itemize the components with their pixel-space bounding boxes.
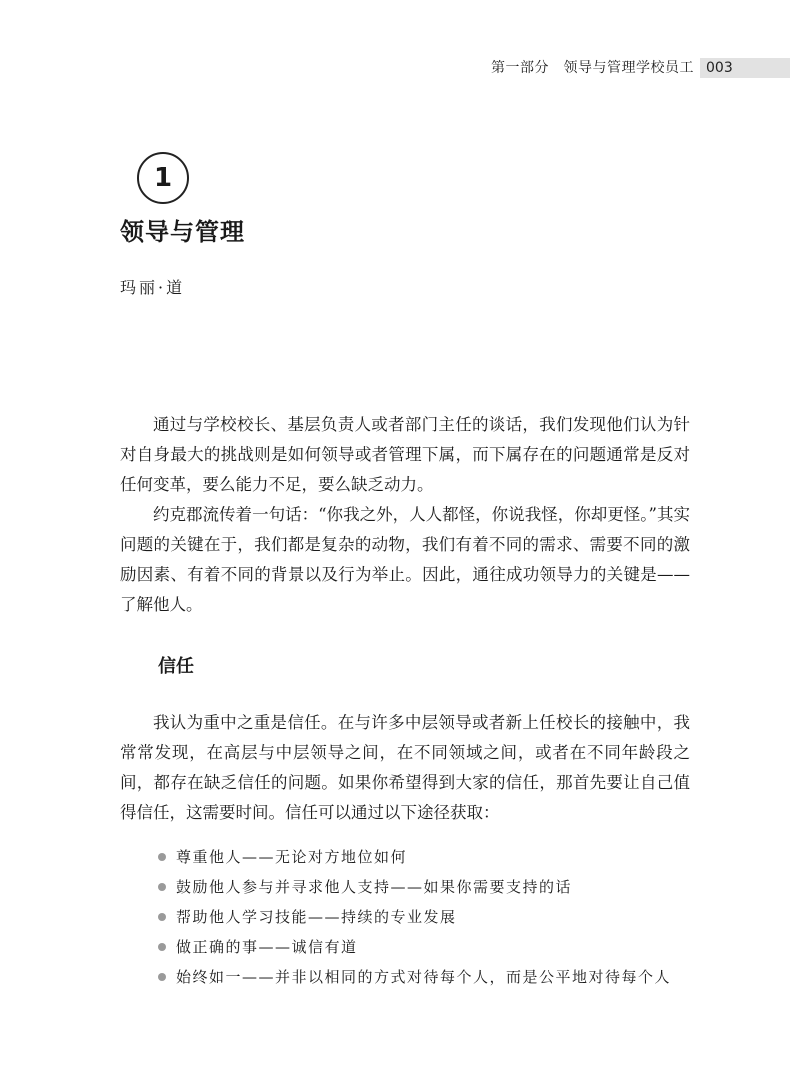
list-item: [158, 842, 718, 872]
section-heading: 信任: [158, 656, 194, 677]
list-item: [158, 932, 718, 962]
list-item: [158, 962, 718, 992]
bullet-dot-icon: [158, 853, 166, 861]
section-paragraph: 我认为重中之重是信任。在与许多中层领导或者新上任校长的接触中，我常常发现，在高层与中层领导之间，在不同领域之间，或者在不同年龄段之间，都存在缺乏信任的问题。如果你希望得到大家的信任，那首先要让自己值得信任，这需要时间。信任可以通过以下途径获取：: [120, 713, 690, 822]
bullet-dot-icon: [158, 913, 166, 921]
list-item-text: 做正确的事——诚信有道: [176, 938, 358, 956]
bullet-dot-icon: [158, 883, 166, 891]
header-title: 第一部分 领导与管理学校员工: [491, 60, 694, 76]
chapter-author: 玛丽·道: [120, 278, 186, 297]
intro-text: [120, 410, 690, 620]
list-item: [158, 872, 718, 902]
trust-bullet-list: [158, 842, 718, 992]
list-item-text: 尊重他人——无论对方地位如何: [176, 848, 408, 866]
chapter-title: 领导与管理: [120, 218, 245, 246]
bullet-dot-icon: [158, 973, 166, 981]
section-text: [120, 708, 690, 828]
list-item-text: 鼓励他人参与并寻求他人支持——如果你需要支持的话: [176, 878, 573, 896]
list-item: [158, 902, 718, 932]
bullet-dot-icon: [158, 943, 166, 951]
intro-paragraph-2: 约克郡流传着一句话：“你我之外，人人都怪，你说我怪，你却更怪。”其实问题的关键在于，我们都是复杂的动物，我们有着不同的需求、需要不同的激励因素、有着不同的背景以及行为举止。因此，通往成功领导力的关键是——了解他人。: [120, 505, 690, 614]
list-item-text: 始终如一——并非以相同的方式对待每个人，而是公平地对待每个人: [176, 968, 672, 986]
list-item-text: 帮助他人学习技能——持续的专业发展: [176, 908, 457, 926]
intro-paragraph-1: 通过与学校校长、基层负责人或者部门主任的谈话，我们发现他们认为针对自身最大的挑战则是如何领导或者管理下属，而下属存在的问题通常是反对任何变革，要么能力不足，要么缺乏动力。: [120, 415, 690, 494]
page-number: 003: [700, 58, 790, 78]
chapter-number-badge: 1: [137, 152, 189, 204]
running-header: [0, 58, 790, 78]
